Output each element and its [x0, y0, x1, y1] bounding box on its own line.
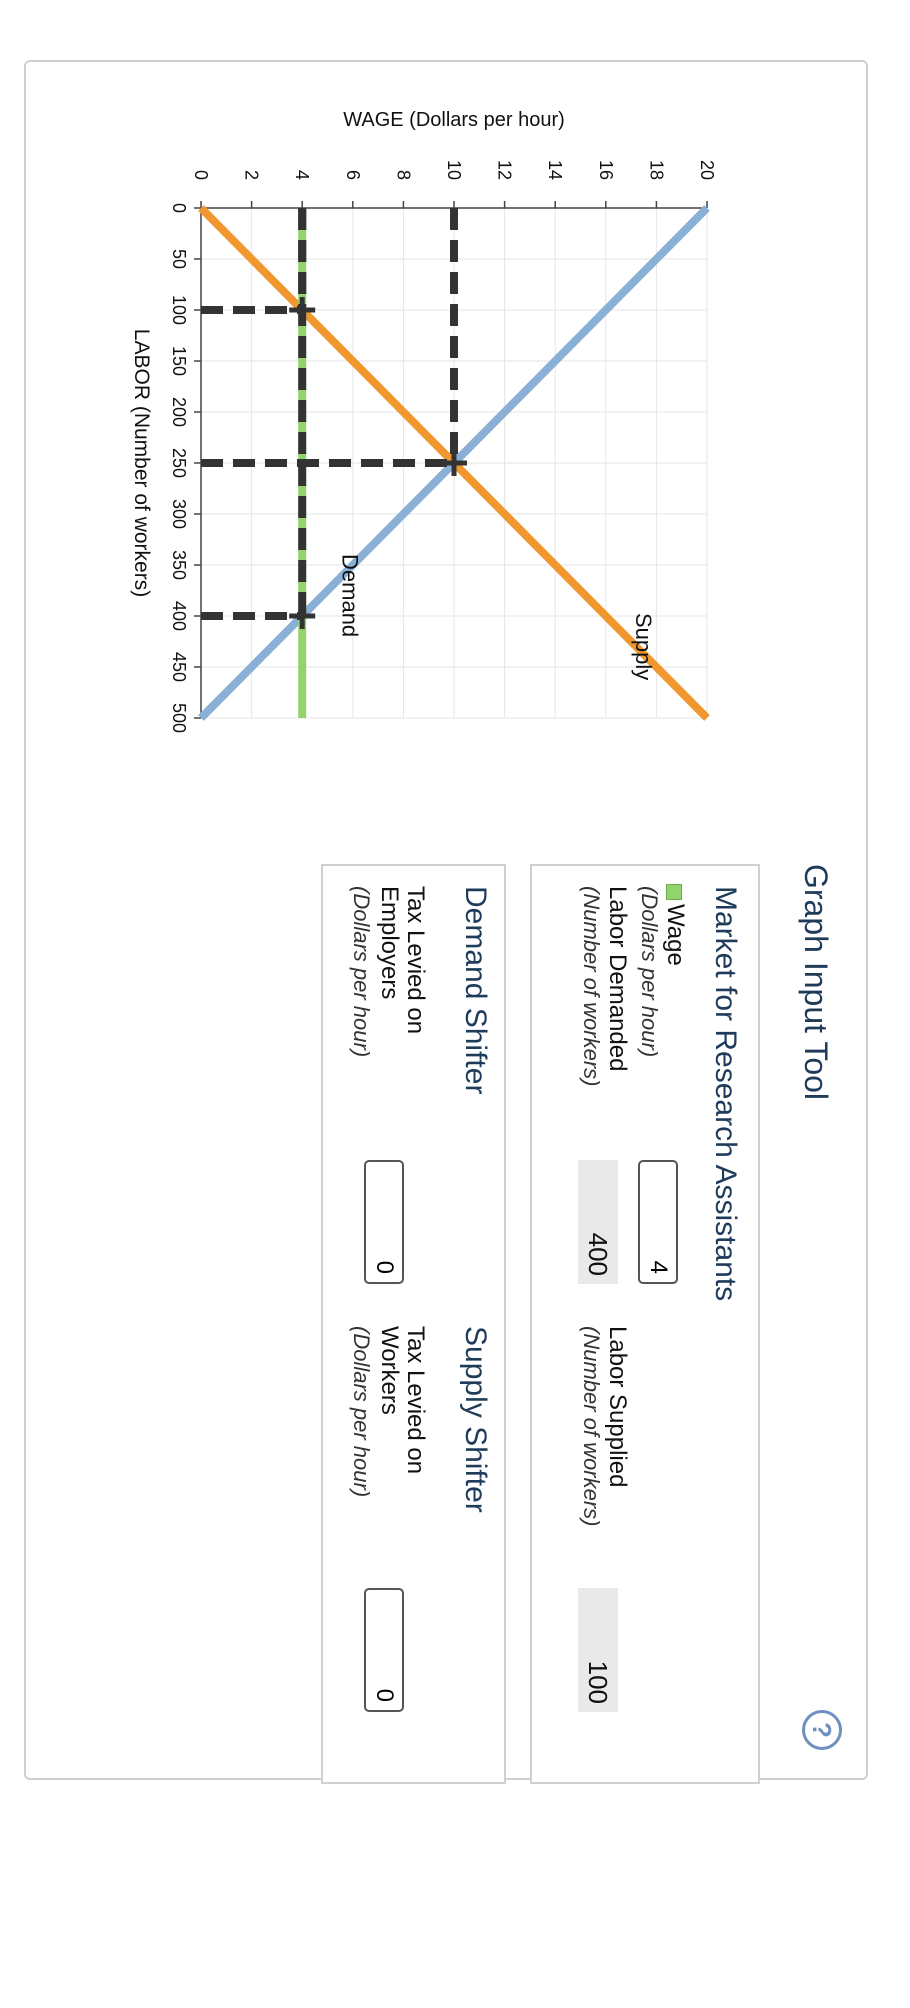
y-tick-label: 10	[444, 159, 464, 180]
x-tick-label: 150	[169, 345, 189, 377]
x-tick-label: 450	[169, 651, 189, 683]
y-tick-label: 12	[494, 159, 515, 180]
supply-shifter-label: Tax Levied on Workers	[376, 1326, 429, 1475]
x-axis-ticks	[169, 203, 201, 733]
x-tick-label: 100	[169, 294, 189, 326]
y-tick-label: 6	[342, 169, 363, 180]
demand-shifter-title: Demand Shifter	[459, 886, 492, 1095]
demand-shifter-unit: (Dollars per hour)	[349, 886, 374, 1058]
x-axis-title: LABOR (Number of workers)	[130, 328, 153, 598]
labor-supplied-unit: (Number of workers)	[579, 1326, 604, 1527]
labor-market-chart	[0, 0, 910, 860]
x-tick-label: 0	[169, 202, 189, 214]
market-title: Market for Research Assistants	[709, 886, 742, 1302]
y-axis-ticks	[191, 160, 717, 208]
market-panel	[530, 864, 760, 1784]
wage-unit: (Dollars per hour)	[637, 886, 662, 1058]
shifter-panel	[321, 864, 506, 1784]
x-tick-label: 200	[169, 396, 189, 428]
tool-title: Graph Input Tool	[798, 864, 834, 1101]
wage-swatch	[666, 884, 682, 900]
y-tick-label: 8	[393, 169, 414, 180]
x-tick-label: 400	[169, 600, 189, 632]
wage-label: Wage	[662, 904, 689, 966]
y-tick-label: 14	[545, 159, 566, 180]
supply-shifter-title: Supply Shifter	[459, 1326, 492, 1513]
supply-shifter-unit: (Dollars per hour)	[349, 1326, 374, 1498]
x-tick-label: 500	[169, 702, 189, 734]
x-tick-label: 350	[169, 549, 189, 581]
y-tick-label: 4	[292, 169, 313, 180]
x-tick-label: 300	[169, 498, 189, 530]
y-tick-label: 2	[241, 169, 262, 180]
x-tick-label: 50	[169, 248, 189, 270]
y-axis-title: WAGE (Dollars per hour)	[343, 109, 565, 131]
wage-input[interactable]	[638, 1160, 678, 1284]
tax-workers-input[interactable]	[364, 1588, 404, 1712]
labor-supplied-label: Labor Supplied	[604, 1326, 631, 1488]
supply-curve-label: Supply	[631, 612, 657, 681]
y-tick-label: 20	[697, 159, 717, 180]
help-button[interactable]: ?	[802, 1710, 842, 1750]
y-tick-label: 16	[595, 159, 616, 180]
labor-demanded-label: Labor Demanded	[604, 886, 631, 1072]
x-tick-label: 250	[169, 447, 189, 479]
y-tick-label: 18	[646, 159, 667, 180]
labor-demanded-output: 400	[578, 1160, 618, 1284]
tax-employers-input[interactable]	[364, 1160, 404, 1284]
labor-demanded-unit: (Number of workers)	[579, 886, 604, 1087]
y-tick-label: 0	[191, 169, 211, 180]
labor-supplied-output: 100	[578, 1588, 618, 1712]
demand-shifter-label: Tax Levied on Employers	[376, 886, 429, 1035]
demand-curve-label: Demand	[337, 554, 363, 638]
